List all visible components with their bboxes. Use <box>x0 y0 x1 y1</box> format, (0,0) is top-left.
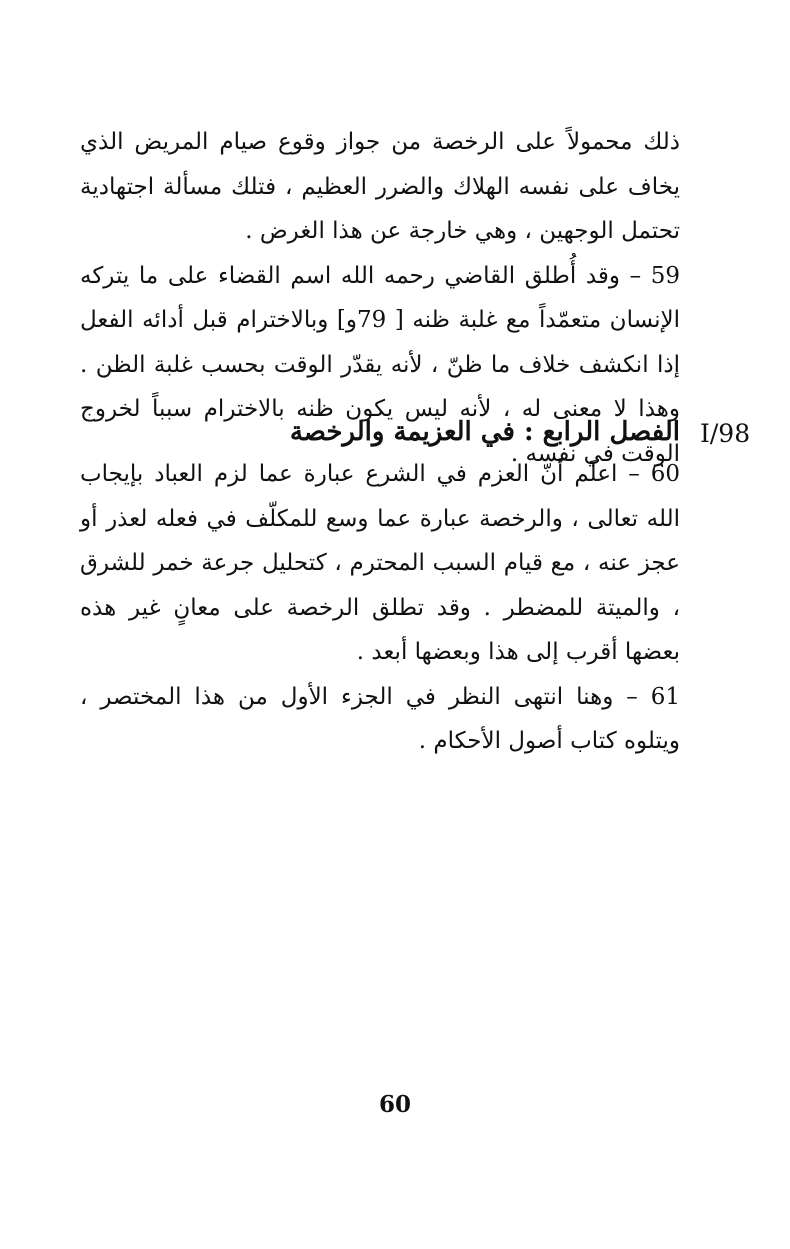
section-heading: الفصل الرابع : في العزيمة والرخصة <box>289 417 680 447</box>
paragraph-59: 59 – وقد أُطلق القاضي رحمه الله اسم القضاء على ما يتركه الإنسان متعمّداً مع غلبة ظنه [ 79و] وبالاخترام قبل أدائه الفعل إذا انكشف خلاف ما ظنّ ، لأنه يقدّر الوقت بحسب غلبة الظن . وهذا لا معنى له ، لأنه ليس يكون ظنه بالاخترام سبباً لخروج الوقت في نفسه . <box>80 262 680 467</box>
paragraph-61: 61 – وهنا انتهى النظر في الجزء الأول من هذا المختصر ، ويتلوه كتاب أصول الأحكام . <box>80 683 680 754</box>
page-number: 60 <box>378 1091 411 1118</box>
paragraph-60: 60 – اعلَم أنّ العزم في الشرع عبارة عما لزم العباد بإيجاب الله تعالى ، والرخصة عبارة عما وسع للمكلّف في فعله لعذر أو عجز عنه ، مع قيام السبب المحترم ، كتحليل جرعة خمر للشرق ، والميتة للمضطر . وقد تطلق الرخصة على معانٍ غير هذه بعضها أقرب إلى هذا وبعضها أبعد . <box>80 461 680 665</box>
paragraph-continuation: ذلك محمولاً على الرخصة من جواز وقوع صيام المريض الذي يخاف على نفسه الهلاك والضرر العظيم ، فتلك مسألة اجتهادية تحتمل الوجهين ، وهي خارجة عن هذا الغرض . <box>80 129 680 244</box>
margin-reference: I/98 <box>700 419 751 448</box>
text-block-bottom <box>80 452 680 764</box>
